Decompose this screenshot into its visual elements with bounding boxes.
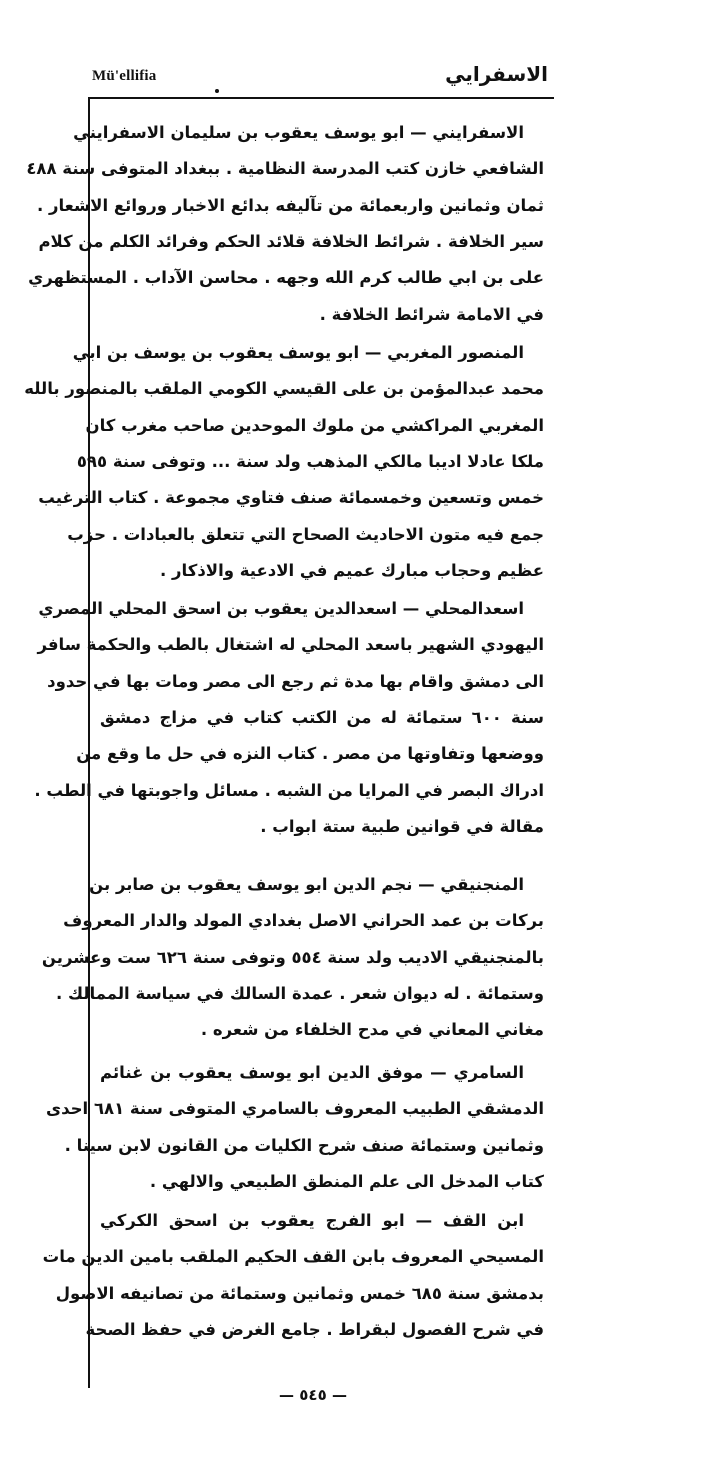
entry-text-line: وستمائة . له ديوان شعر . عمدة السالك في سياسة الممالك . — [55, 984, 544, 1003]
entry-text-line: بركات بن عمد الحراني الاصل بغدادي المولد والدار المعروف — [63, 911, 544, 930]
entry-text-line: جمع فيه متون الاحاديث الصحاح التي تتعلق بالعبادات . حزب — [67, 525, 544, 544]
entry-text-line: الى دمشق واقام بها مدة ثم رجع الى مصر ومات بها في حدود — [47, 672, 544, 691]
entry-heading-line: المنجنيقي — نجم الدين ابو يوسف يعقوب بن صابر بن — [89, 875, 524, 894]
entry-text-line: مقالة في قوانين طبية ستة ابواب . — [260, 817, 544, 836]
entry-text-line: المغربي المراكشي من ملوك الموحدين صاحب مغرب كان — [85, 416, 544, 435]
entry-text-line: محمد عبدالمؤمن بن على القيسي الكومي الملقب بالمنصور بالله — [24, 379, 544, 398]
header-rule — [88, 97, 554, 99]
entry-text-line: ادراك البصر في المرايا من الشبه . مسائل واجوبتها في الطب . — [34, 781, 544, 800]
entry-text-line: سير الخلافة . شرائط الخلافة قلائد الحكم وفرائد الكلم من كلام — [38, 232, 544, 251]
entry-text-line: ملكا عادلا اديبا مالكي المذهب ولد سنة ... وتوفى سنة ٥٩٥ — [76, 452, 544, 471]
entry-heading-line: ابن القف — ابو الفرج يعقوب بن اسحق الكركي — [100, 1211, 524, 1230]
entry-text-line: في شرح الفصول لبقراط . جامع الغرض في حفظ الصحة — [85, 1320, 544, 1339]
header-right-label: الاسفرايي — [445, 62, 548, 86]
entry-text-line: مغاني المعاني في مدح الخلفاء من شعره . — [200, 1020, 544, 1039]
page-number: — ٥٤٥ — — [279, 1386, 347, 1404]
entry-text-line: الدمشقي الطبيب المعروف بالسامري المتوفى سنة ٦٨١ احدى — [45, 1099, 544, 1118]
entry-heading-line: الاسفرايني — ابو يوسف يعقوب بن سليمان الاسفرايني — [73, 123, 524, 142]
entry-text-line: على بن ابي طالب كرم الله وجهه . محاسن الآداب . المستظهري — [28, 268, 544, 287]
entry-text-line: وثمانين وستمائة صنف شرح الكليات من القانون لابن سينا . — [64, 1136, 544, 1155]
header-dot — [215, 89, 219, 93]
entry-heading-line: المنصور المغربي — ابو يوسف يعقوب بن يوسف بن ابي — [72, 343, 524, 362]
entry-text-line: بدمشق سنة ٦٨٥ خمس وثمانين وستمائة من تصانيفه الاصول — [55, 1284, 544, 1303]
entry-text-line: عظيم وحجاب مبارك عميم في الادعية والاذكار . — [160, 561, 544, 580]
entry-text-line: المسيحي المعروف بابن القف الحكيم الملقب بامين الدين مات — [42, 1247, 544, 1266]
entry-text-line: خمس وتسعين وخمسمائة صنف فتاوي مجموعة . كتاب الترغيب — [38, 488, 544, 507]
entry-text-line: ووضعها وتفاوتها من مصر . كتاب النزه في حل ما وقع من — [76, 744, 544, 763]
entry-text-line: كتاب المدخل الى علم المنطق الطبيعي والالهي . — [149, 1172, 544, 1191]
header-left-label: Mü'ellifia — [92, 68, 157, 84]
entry-heading-line: السامري — موفق الدين ابو يوسف يعقوب بن غنائم — [100, 1063, 524, 1082]
running-header — [88, 62, 554, 92]
entry-text-line: بالمنجنيقي الاديب ولد سنة ٥٥٤ وتوفى سنة ٦٢٦ ست وعشرين — [41, 948, 544, 967]
entry-text-line: سنة ٦٠٠ ستمائة له من الكتب كتاب في مزاج دمشق — [100, 708, 544, 727]
entry-text-line: في الامامة شرائط الخلافة . — [319, 305, 544, 324]
entry-text-line: الشافعي خازن كتب المدرسة النظامية . ببغداد المتوفى سنة ٤٨٨ — [26, 159, 544, 178]
entry-text-line: ثمان وثمانين واربعمائة من تآليفه بدائع الاخبار وروائع الاشعار . — [36, 196, 544, 215]
entry-text-line: اليهودي الشهير باسعد المحلي له اشتغال بالطب والحكمة سافر — [37, 635, 544, 654]
entry-heading-line: اسعدالمحلي — اسعدالدين يعقوب بن اسحق المحلي المصري — [38, 599, 524, 618]
